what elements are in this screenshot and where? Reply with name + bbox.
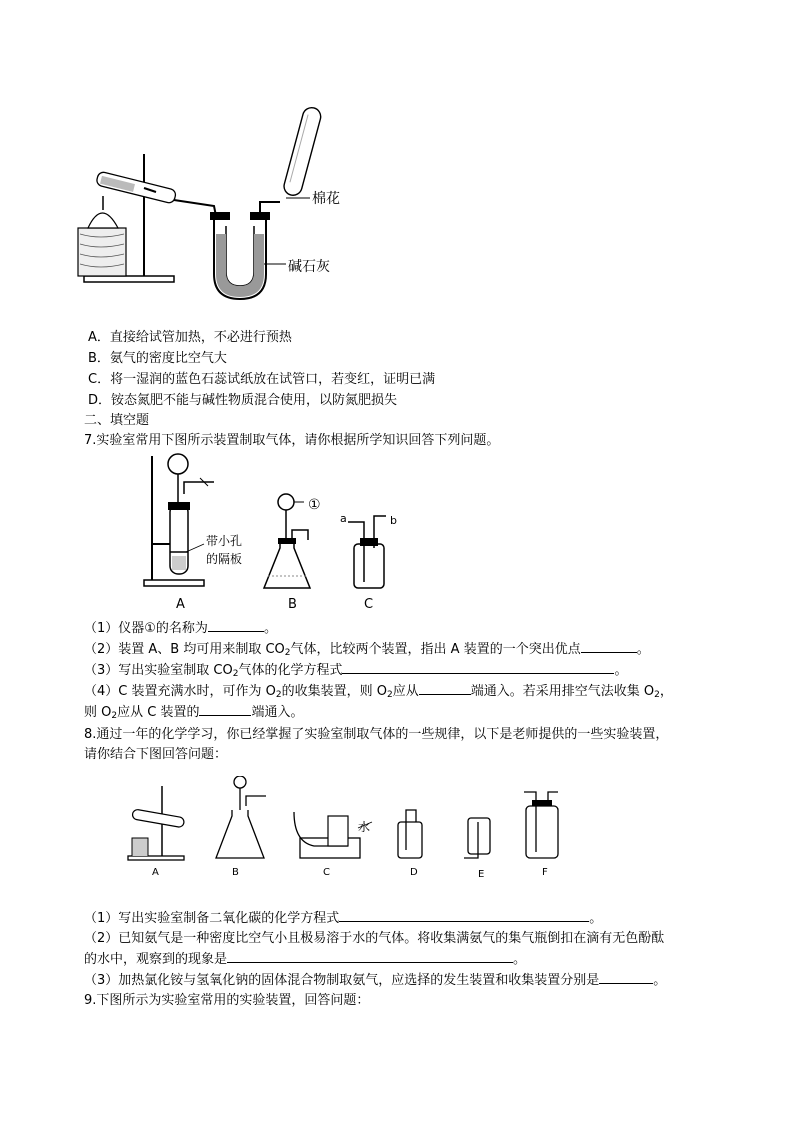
q7-part-4-text-b: 的收集装置，则 O bbox=[281, 684, 387, 699]
q7-part-3 bbox=[84, 661, 627, 683]
q7-part-2-text: （2）装置 A、B 均可用来制取 CO bbox=[84, 642, 285, 657]
q7-answer-1-blank[interactable] bbox=[208, 619, 264, 632]
q8-apparatus-drawing bbox=[122, 776, 562, 866]
q7-part-3-text: （3）写出实验室制取 CO bbox=[84, 663, 233, 678]
q8-part-3-end: 。 bbox=[653, 973, 667, 988]
q7-part-4-line-2-a: 则 O bbox=[84, 705, 112, 720]
q8-fig-label-D: D bbox=[410, 867, 418, 878]
q7-fig-label-plate-2: 的隔板 bbox=[206, 552, 243, 566]
q8-fig-label-C: C bbox=[323, 867, 330, 878]
q8-stem-line-2: 请你结合下图回答问题： bbox=[84, 747, 228, 762]
q8-fig-label-A: A bbox=[152, 867, 159, 878]
q7-part-1-text: （1）仪器①的名称为 bbox=[84, 621, 208, 636]
q8-apparatus-figure bbox=[122, 776, 562, 866]
q7-answer-4a-blank[interactable] bbox=[419, 682, 471, 695]
q7-part-2 bbox=[84, 640, 650, 662]
q8-part-3-text: （3）加热氯化铵与氢氧化钠的固体混合物制取氨气，应选择的发生装置和收集装置分别是 bbox=[84, 973, 600, 988]
q7-fig-label-b: b bbox=[390, 514, 397, 527]
q7-part-3-sub: 2 bbox=[232, 669, 239, 679]
q6-option-a: A．直接给试管加热，不必进行预热 bbox=[88, 330, 292, 345]
q8-answer-3-blank[interactable] bbox=[599, 971, 653, 984]
q7-part-2-end: 。 bbox=[636, 642, 650, 657]
q7-fig-label-plate: 带小孔 bbox=[206, 534, 243, 548]
q7-answer-2-blank[interactable] bbox=[581, 640, 637, 653]
q7-part-4 bbox=[84, 682, 673, 704]
q7-fig-label-a: a bbox=[340, 512, 347, 525]
q7-part-3-end: 。 bbox=[614, 663, 628, 678]
q7-part-4-line-2-c: 端通入。 bbox=[251, 705, 304, 720]
q7-part-4-text-c: 应从 bbox=[392, 684, 419, 699]
q8-part-3 bbox=[84, 971, 666, 990]
q7-fig-label-B: B bbox=[288, 597, 297, 612]
q7-part-4-text-a: （4）C 装置充满水时，可作为 O bbox=[84, 684, 276, 699]
q8-stem-line-1: 8.通过一年的化学学习，你已经掌握了实验室制取气体的一些规律，以下是老师提供的一些实验装置， bbox=[84, 727, 669, 742]
q7-part-4-line-2 bbox=[84, 703, 303, 725]
q8-answer-1-blank[interactable] bbox=[339, 909, 589, 922]
q7-apparatus-drawing bbox=[140, 452, 420, 614]
q7-part-1-end: 。 bbox=[263, 621, 277, 636]
q7-fig-label-C: C bbox=[364, 597, 374, 612]
q8-part-1 bbox=[84, 909, 602, 928]
q8-fig-label-F: F bbox=[542, 867, 548, 878]
q7-part-4-sub4: 2 bbox=[111, 711, 118, 721]
q7-part-4-sub2: 2 bbox=[386, 690, 393, 700]
q8-part-2-line-2 bbox=[84, 950, 526, 969]
q7-stem: 7.实验室常用下图所示装置制取气体，请你根据所学知识回答下列问题。 bbox=[84, 433, 500, 448]
q6-option-c: C．将一湿润的蓝色石蕊试纸放在试管口，若变红，证明已满 bbox=[88, 372, 436, 387]
q8-part-2-line-2-text: 的水中，观察到的现象是 bbox=[84, 952, 228, 967]
q8-fig-label-E: E bbox=[478, 869, 485, 880]
q7-apparatus-figure bbox=[140, 452, 420, 614]
q7-part-4-text-d: 端通入。若采用排空气法收集 O bbox=[470, 684, 655, 699]
q7-answer-4b-blank[interactable] bbox=[199, 703, 251, 716]
q8-part-2: （2）已知氨气是一种密度比空气小且极易溶于水的气体。将收集满氨气的集气瓶倒扣在滴有无色酚酞 bbox=[84, 931, 665, 946]
q7-fig-label-1: ① bbox=[308, 497, 321, 513]
q7-part-4-sub3: 2 bbox=[654, 690, 660, 700]
q7-part-2-mid: 气体，比较两个装置，指出 A 装置的一个突出优点 bbox=[290, 642, 581, 657]
q7-part-1 bbox=[84, 619, 277, 638]
q7-fig-label-A: A bbox=[176, 597, 185, 612]
q6-option-d: D．铵态氮肥不能与碱性物质混合使用，以防氮肥损失 bbox=[88, 393, 398, 408]
section-title: 二、填空题 bbox=[84, 413, 150, 428]
q7-answer-3-blank[interactable] bbox=[342, 661, 614, 674]
q8-answer-2-blank[interactable] bbox=[227, 950, 513, 963]
q8-fig-label-B: B bbox=[232, 867, 239, 878]
label-soda-lime: 碱石灰 bbox=[288, 259, 330, 275]
q7-part-4-sub1: 2 bbox=[275, 690, 282, 700]
q7-part-4-text-e: ， bbox=[659, 684, 673, 699]
q8-part-1-text: （1）写出实验室制备二氧化碳的化学方程式 bbox=[84, 911, 340, 926]
q9-stem: 9.下图所示为实验室常用的实验装置，回答问题： bbox=[84, 993, 370, 1008]
q8-fig-label-water: 水 bbox=[358, 820, 371, 834]
label-cotton: 棉花 bbox=[312, 191, 340, 207]
q6-option-b: B．氨气的密度比空气大 bbox=[88, 351, 227, 366]
q8-part-1-end: 。 bbox=[589, 911, 603, 926]
q7-part-4-line-2-b: 应从 C 装置的 bbox=[117, 705, 200, 720]
q8-part-2-end: 。 bbox=[513, 952, 527, 967]
q7-part-3-mid: 气体的化学方程式 bbox=[238, 663, 343, 678]
q7-part-2-sub: 2 bbox=[284, 648, 291, 658]
